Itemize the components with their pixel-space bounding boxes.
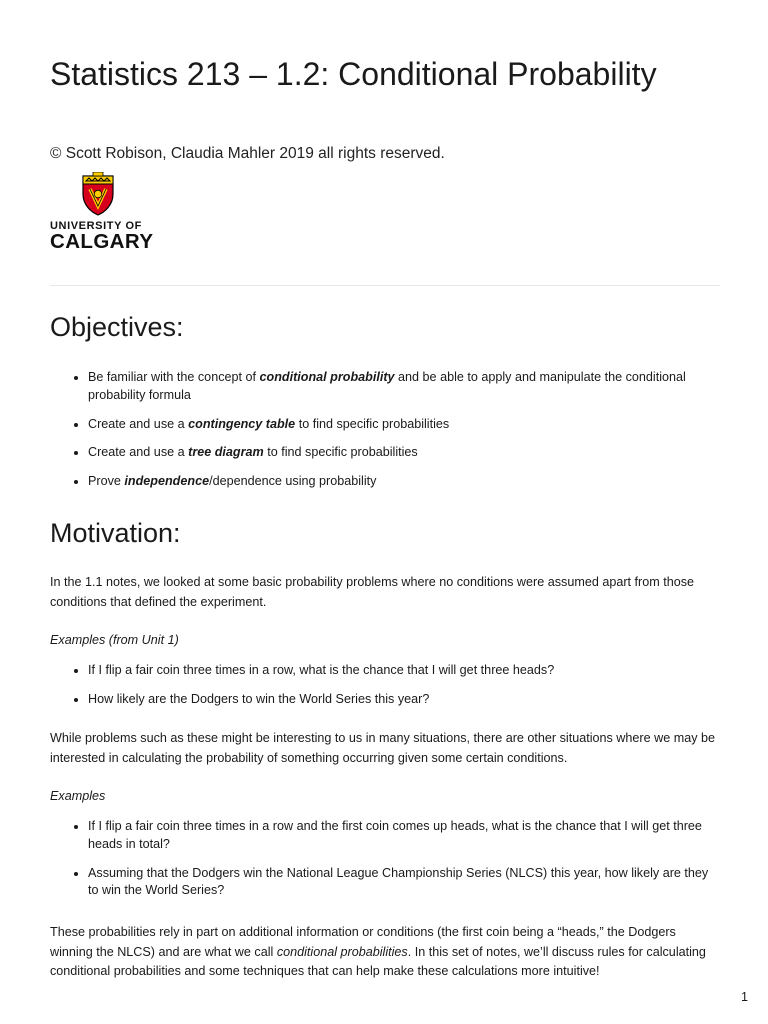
- section-divider: [50, 285, 720, 286]
- logo-text-line1: UNIVERSITY OF: [50, 220, 142, 232]
- document-title: Statistics 213 – 1.2: Conditional Probability: [50, 56, 657, 92]
- motivation-heading: Motivation:: [50, 518, 181, 548]
- copyright-notice: © Scott Robison, Claudia Mahler 2019 all rights reserved.: [50, 145, 445, 162]
- example-item: • If I flip a fair coin three times in a row and the first coin comes up heads, what is the chance that I will get three heads in total?: [88, 818, 720, 854]
- objective-item: • Create and use a tree diagram to find specific probabilities: [88, 444, 720, 462]
- motivation-intro: In the 1.1 notes, we looked at some basic probability problems where no conditions were assumed apart from those conditions that defined the experiment.: [50, 575, 695, 609]
- example-item: • Assuming that the Dodgers win the National League Championship Series (NLCS) this year, how likely are they to win the World Series?: [88, 865, 720, 901]
- objectives-list: [50, 369, 720, 491]
- examples-unit1-list: [50, 662, 720, 709]
- examples-list: [50, 818, 720, 900]
- logo-text-line2: CALGARY: [50, 230, 154, 253]
- motivation-closing: These probabilities rely in part on additional information or conditions (the first coin being a “heads,” the Dodgers winning the NLCS) and are what we call conditional probabilities. In this set of notes, we’ll discuss rules for calculating conditional probabilities and some techniques that can help make these calculations more intuitive!: [50, 925, 706, 978]
- motivation-transition: While problems such as these might be interesting to us in many situations, there are other situations where we may be interested in calculating the probability of something occurring given some certain conditions.: [50, 731, 716, 765]
- objective-item: • Create and use a contingency table to find specific probabilities: [88, 416, 720, 434]
- example-item: • If I flip a fair coin three times in a row, what is the chance that I will get three heads?: [88, 662, 720, 680]
- objectives-heading: Objectives:: [50, 312, 184, 342]
- examples-label: Examples: [50, 789, 106, 803]
- objective-item: • Prove independence/dependence using probability: [88, 473, 720, 491]
- example-item: • How likely are the Dodgers to win the World Series this year?: [88, 691, 720, 709]
- university-of-calgary-logo: [50, 172, 154, 253]
- examples-unit1-label: Examples (from Unit 1): [50, 633, 179, 647]
- objective-item: • Be familiar with the concept of conditional probability and be able to apply and manipulate the conditional probability formula: [88, 369, 720, 405]
- page-number: 1: [740, 990, 748, 1004]
- coat-of-arms-icon: [81, 172, 115, 216]
